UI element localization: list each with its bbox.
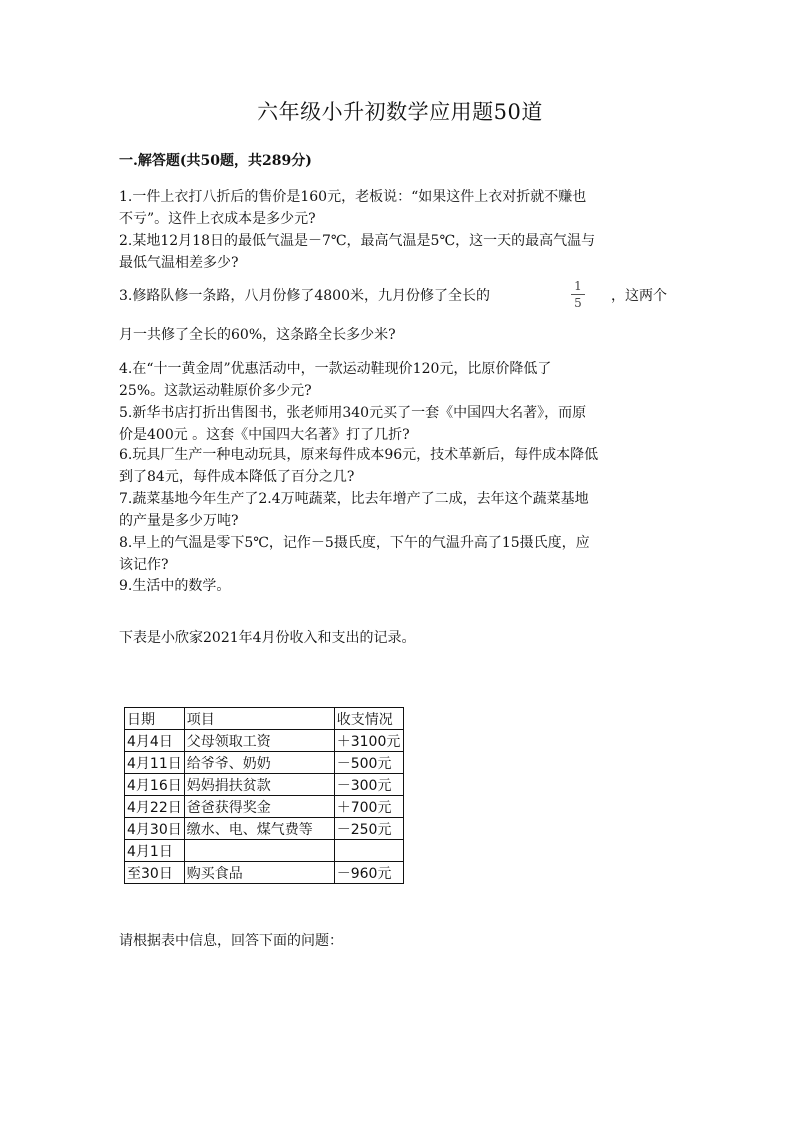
- cell-amount: －300元: [334, 774, 403, 796]
- question-7-line-1: 7.蔬菜基地今年生产了2.4万吨蔬菜，比去年增产了二成，去年这个蔬菜基地: [119, 491, 589, 507]
- table-row: [125, 774, 404, 796]
- question-1-line-1: 1.一件上衣打八折后的售价是160元，老板说：“如果这件上衣对折就不赚也: [119, 189, 587, 205]
- cell-item: 购买食品: [184, 862, 334, 884]
- table-row: [125, 818, 404, 840]
- cell-date: 4月30日: [125, 818, 185, 840]
- table-row: [125, 730, 404, 752]
- cell-item: 爸爸获得奖金: [184, 796, 334, 818]
- question-6-line-2: 到了84元，每件成本降低了百分之几?: [119, 469, 355, 485]
- question-3-line-1-part-1: 3.修路队修一条路，八月份修了4800米，九月份修了全长的: [119, 288, 490, 304]
- fraction-one-fifth: [568, 279, 588, 310]
- cell-item: 妈妈捐扶贫款: [184, 774, 334, 796]
- table-row: [125, 840, 404, 862]
- cell-date: 4月22日: [125, 796, 185, 818]
- cell-item: 缴水、电、煤气费等: [184, 818, 334, 840]
- fraction-denominator: 5: [574, 296, 582, 310]
- question-8-line-1: 8.早上的气温是零下5℃，记作－5摄氏度，下午的气温升高了15摄氏度，应: [119, 535, 590, 551]
- cell-amount: ＋700元: [334, 796, 403, 818]
- cell-amount: －960元: [334, 862, 403, 884]
- question-3-line-1-part-2: ，这两个: [611, 288, 667, 304]
- question-4-line-1: 4.在“十一黄金周”优惠活动中，一款运动鞋现价120元，比原价降低了: [119, 361, 552, 377]
- cell-item: [184, 840, 334, 862]
- page-title: 六年级小升初数学应用题50道: [257, 100, 543, 124]
- question-3-line-2: 月一共修了全长的60%，这条路全长多少米?: [119, 327, 396, 343]
- question-6-line-1: 6.玩具厂生产一种电动玩具，原来每件成本96元，技术革新后，每件成本降低: [119, 447, 599, 463]
- table-header-row: [125, 708, 404, 730]
- closing-prompt: 请根据表中信息，回答下面的问题：: [119, 933, 343, 949]
- table-row: [125, 752, 404, 774]
- question-9-line-1: 9.生活中的数学。: [119, 578, 231, 594]
- cell-item: 给爷爷、奶奶: [184, 752, 334, 774]
- income-expense-table: [124, 707, 404, 884]
- cell-date: 至30日: [125, 862, 185, 884]
- question-2-line-2: 最低气温相差多少?: [119, 255, 239, 271]
- table-row: [125, 862, 404, 884]
- section-heading: 一.解答题(共50题，共289分): [119, 153, 312, 169]
- cell-date: 4月4日: [125, 730, 185, 752]
- question-7-line-2: 的产量是多少万吨?: [119, 513, 239, 529]
- question-5-line-2: 价是400元 。这套《中国四大名著》打了几折?: [119, 427, 410, 443]
- cell-amount: －500元: [334, 752, 403, 774]
- table-intro: 下表是小欣家2021年4月份收入和支出的记录。: [119, 630, 416, 646]
- header-date: 日期: [125, 708, 185, 730]
- fraction-numerator: 1: [574, 279, 582, 293]
- cell-amount: ＋3100元: [334, 730, 403, 752]
- cell-amount: [334, 840, 403, 862]
- cell-amount: －250元: [334, 818, 403, 840]
- cell-item: 父母领取工资: [184, 730, 334, 752]
- question-4-line-2: 25%。这款运动鞋原价多少元?: [119, 383, 312, 399]
- cell-date: 4月1日: [125, 840, 185, 862]
- question-8-line-2: 该记作?: [119, 557, 169, 573]
- cell-date: 4月11日: [125, 752, 185, 774]
- fraction-bar: [571, 294, 585, 295]
- header-item: 项目: [184, 708, 334, 730]
- question-5-line-1: 5.新华书店打折出售图书，张老师用340元买了一套《中国四大名著》，而原: [119, 405, 587, 421]
- table-row: [125, 796, 404, 818]
- header-amount: 收支情况: [334, 708, 403, 730]
- question-2-line-1: 2.某地12月18日的最低气温是－7℃，最高气温是5℃，这一天的最高气温与: [119, 233, 596, 249]
- question-1-line-2: 不亏”。这件上衣成本是多少元?: [119, 211, 316, 227]
- cell-date: 4月16日: [125, 774, 185, 796]
